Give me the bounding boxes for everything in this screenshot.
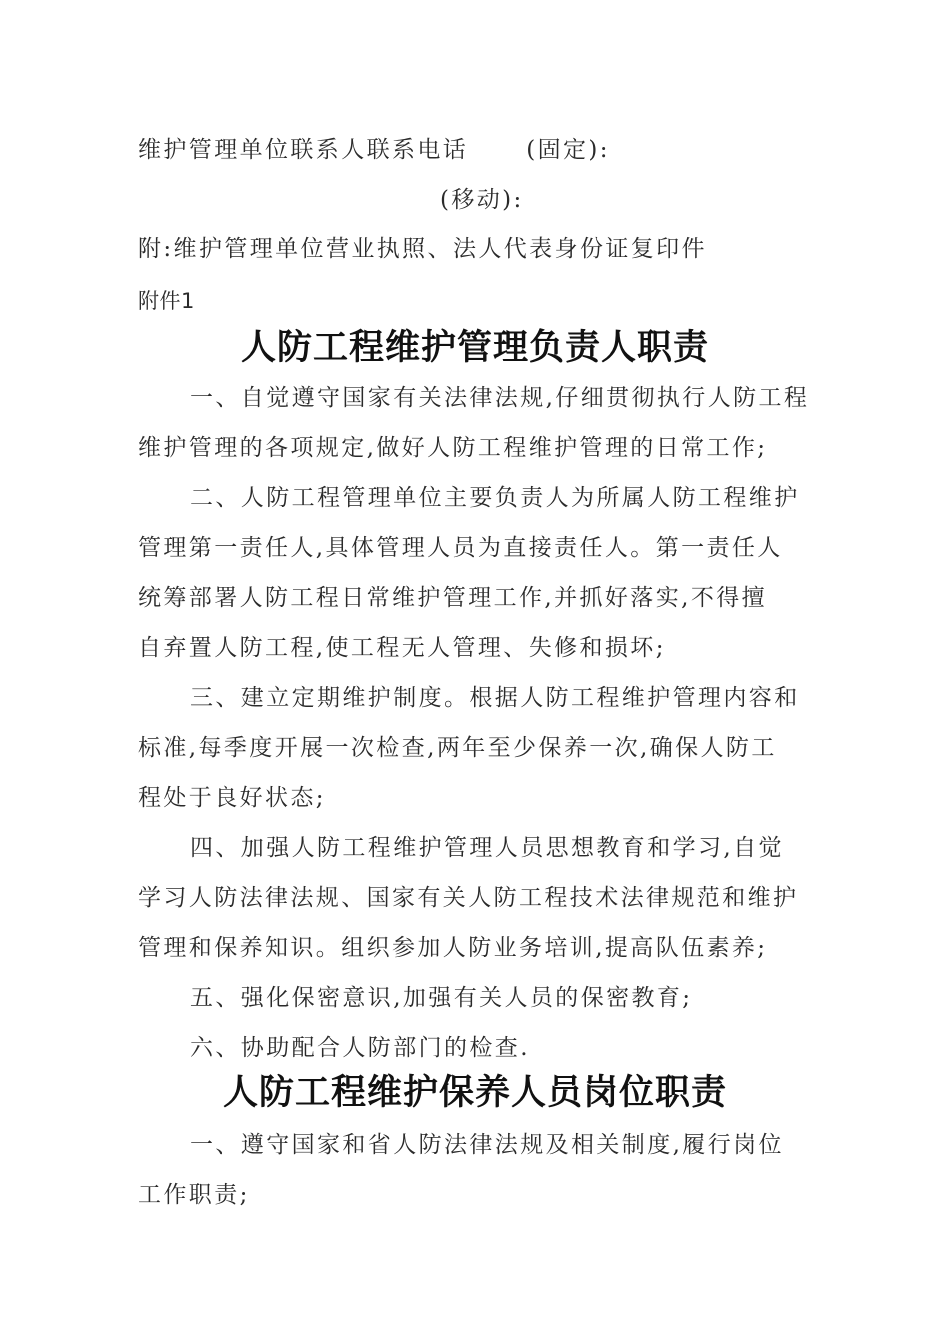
section1-line: 程处于良好状态; [138, 785, 326, 811]
attachment-label: 附件1 [138, 289, 195, 313]
section1-line: 六、协助配合人防部门的检查. [190, 1035, 530, 1061]
section2-line: 一、遵守国家和省人防法律法规及相关制度,履行岗位 [190, 1132, 784, 1158]
attachment-note: 附:维护管理单位营业执照、法人代表身份证复印件 [138, 236, 707, 262]
contact-mobile: (移动): [440, 187, 524, 213]
section1-line: 标准,每季度开展一次检查,两年至少保养一次,确保人防工 [138, 735, 777, 761]
section1-title: 人防工程维护管理负责人职责 [240, 327, 709, 368]
contact-fixed: (固定): [526, 137, 610, 163]
contact-line [138, 135, 610, 165]
section1-line: 三、建立定期维护制度。根据人防工程维护管理内容和 [190, 685, 800, 711]
section1-line: 二、人防工程管理单位主要负责人为所属人防工程维护 [190, 485, 800, 511]
section1-line: 四、加强人防工程维护管理人员思想教育和学习,自觉 [190, 835, 784, 861]
section2-title: 人防工程维护保养人员岗位职责 [222, 1072, 727, 1113]
section1-line: 学习人防法律法规、国家有关人防工程技术法律规范和维护 [138, 885, 799, 911]
section1-line: 自弃置人防工程,使工程无人管理、失修和损坏; [138, 635, 666, 661]
section1-line: 五、强化保密意识,加强有关人员的保密教育; [190, 985, 693, 1011]
section1-line: 管理第一责任人,具体管理人员为直接责任人。第一责任人 [138, 535, 783, 561]
section1-line: 一、自觉遵守国家有关法律法规,仔细贯彻执行人防工程 [190, 385, 810, 411]
section2-line: 工作职责; [138, 1182, 250, 1208]
section1-line: 维护管理的各项规定,做好人防工程维护管理的日常工作; [138, 435, 768, 461]
section1-line: 管理和保养知识。组织参加人防业务培训,提高队伍素养; [138, 935, 768, 961]
contact-label: 维护管理单位联系人联系电话 [138, 137, 469, 163]
section1-line: 统筹部署人防工程日常维护管理工作,并抓好落实,不得擅 [138, 585, 768, 611]
